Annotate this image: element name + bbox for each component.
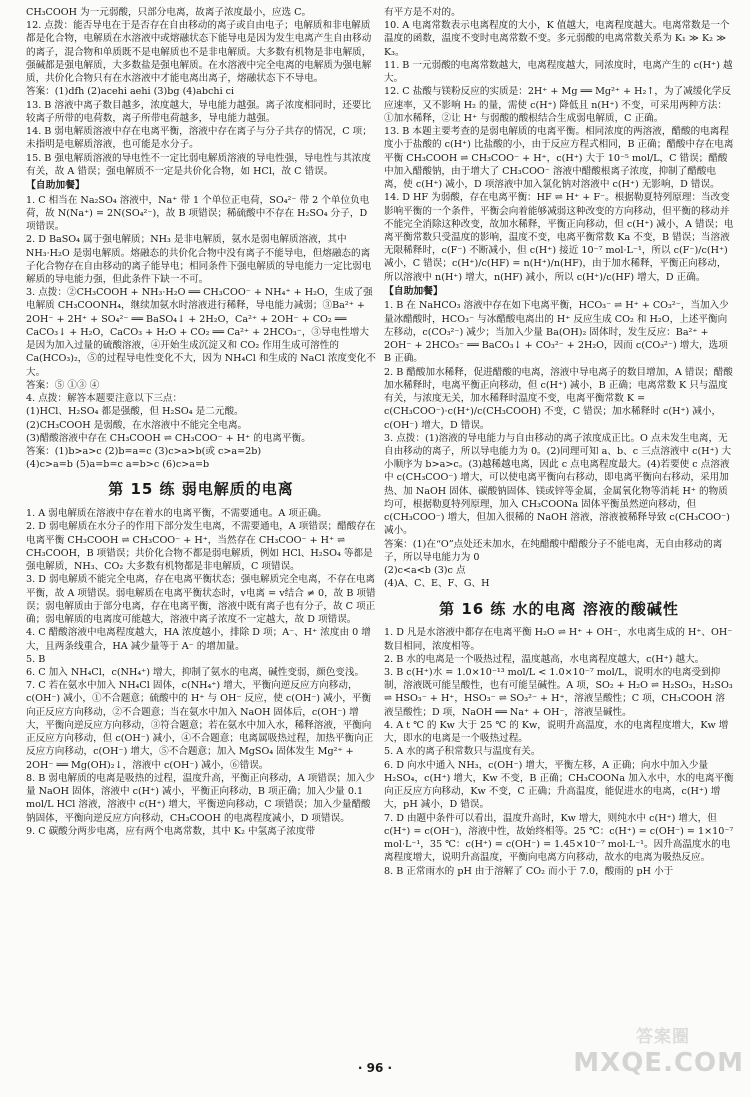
answer-paragraph: 1. C 相当在 Na₂SO₄ 溶液中，Na⁺ 带 1 个单位正电荷，SO₄²⁻ 带 2 个单位负电荷，故 N(Na⁺) = 2N(SO₄²⁻)，故 B 项错误；稀硫酸中不存在 H₂SO₄ 分子，D 项错误。 [26, 194, 370, 233]
answer-paragraph: 4. A t ℃ 的 Kw 大于 25 ℃ 的 Kw，说明升高温度，水的电离程度增大，Kw 增大，即水的电离是一个吸热过程。 [384, 719, 729, 745]
section-heading: 第 16 练 水的电离 溶液的酸碱性 [439, 599, 679, 618]
answer-paragraph: 13. B 本题主要考查的是弱电解质的电离平衡。相同浓度的两溶液，醋酸的电离程度小于盐酸的 c(H⁺) 比盐酸的小，由于反应方程式相同，B 正确；醋酸中存在电离平衡 CH₃COOH ⇌ CH₃COO⁻ + H⁺，c(H⁺) 大于 10⁻⁵ mol/L，C 错误；醋酸中加入醋酸钠，由于增大了 CH₃COO⁻ 溶液中醋酸根离子浓度，抑制了醋酸电离，使 c(H⁺) 减小，D 项溶液中加入氯化钠对溶液中 c(H⁺) 无影响，D 错误。 [384, 126, 734, 191]
watermark-bottom-text: MXQE.COM [573, 1048, 744, 1078]
answer-paragraph: 15. B 强电解质溶液的导电性不一定比弱电解质溶液的导电性强，导电性与其浓度有关，故 A 错误；强电解质不一定是共价化合物，如 HCl，故 C 错误。 [26, 152, 371, 177]
watermark-top-text: 答案圈 [636, 1027, 690, 1047]
answer-paragraph: 6. D 向水中通入 NH₃，c(OH⁻) 增大，平衡左移，A 正确；向水中加入少量 H₂SO₄，c(H⁺) 增大，Kw 不变，B 正确；CH₃COONa 加入水中，水的电离平衡向正反应方向移动，Kw 不变，C 正确；升高温度，能促进水的电离，c(H⁺) 增大，pH 减小，D 错误。 [384, 759, 734, 811]
left-column [26, 6, 376, 1046]
answer-paragraph: 10. A 电离常数表示电离程度的大小，K 值越大，电离程度越大。电离常数是一个温度的函数，温度不变时电离常数不变。多元弱酸的电离常数关系为 K₁ ≫ K₂ ≫ K₃。 [384, 20, 730, 58]
page-number: · 96 · [357, 1061, 393, 1075]
answer-paragraph: 2. D 弱电解质在水分子的作用下部分发生电离，不需要通电，A 项错误；醋酸存在电离平衡 CH₃COOH ⇌ CH₃COO⁻ + H⁺，当然存在 CH₃COO⁻ + H⁺ ⇌ CH₃COOH，B 项错误；共价化合物不都是弱电解质，例如 HCl、H₂SO₄ 等都是强电解质，NH₃、CO₂ 大多数有机物都是非电解质，C 项错误。 [26, 521, 376, 573]
answer-paragraph: 有平方是不对的。 [384, 7, 461, 18]
answer-paragraph: (1)HCl、H₂SO₄ 都是强酸，但 H₂SO₄ 是二元酸。 [26, 406, 244, 418]
answer-paragraph: (2)c<a<b (3)c 点 [384, 565, 466, 577]
answer-paragraph: CH₃COOH 为一元弱酸，只部分电离，故离子浓度最小，应选 C。 [26, 7, 312, 18]
answer-paragraph: 8. B 弱电解质的电离是吸热的过程，温度升高，平衡正向移动，A 项错误；加入少量 NaOH 固体，溶液中 c(H⁺) 减小，平衡正向移动，B 项正确；加入少量 0.1 mol/L HCl 溶液，溶液中 c(H⁺) 增大，平衡逆向移动，C 项错误；加入少量醋酸钠固体，平衡向逆反应方向移动，CH₃COOH 的电离程度减小，D 项错误。 [26, 772, 375, 824]
answer-paragraph: (4)c>a=b (5)a=b=c a=b>c (6)c>a=b [26, 459, 210, 471]
answer-paragraph: 答案：(1)在“O”点处还未加水，在纯醋酸中醋酸分子不能电离，无自由移动的离子，所以导电能力为 0 [384, 538, 723, 563]
answer-paragraph: 14. B 弱电解质溶液中存在电离平衡，溶液中存在离子与分子共存的情况，C 项；未指明是电解质溶液，也可能是水分子。 [26, 126, 372, 151]
answer-paragraph: 12. 点拨：能否导电在于是否存在自由移动的离子或自由电子；电解质和非电解质都是化合物，电解质在水溶液中或熔融状态下能导电是因为发生电离产生自由移动的离子，混合物和单质既不是电解质也不是非电解质。大多数有机物是非电解质，强碱都是强电解质，大多数盐是强电解质。在水溶液中完全电离的电解质为强电解质，共价化合物只有在水溶液中才能电离出离子，熔融状态下不导电。 [26, 20, 372, 85]
answer-paragraph: 2. B 水的电离是一个吸热过程，温度越高，水电离程度越大，c(H⁺) 越大。 [384, 653, 705, 665]
answer-paragraph: 2. B 醋酸加水稀释，促进醋酸的电离，溶液中导电离子的数目增加，A 错误；醋酸加水稀释时，电离平衡正向移动，但 c(H⁺) 减小，B 正确；电离常数 K 只与温度有关，与浓度无关，加水稀释时温度不变，电离平衡常数 K = c(CH₃COO⁻)·c(H⁺)/c(CH₃COOH) 不变，C 错误；加水稀释时 c(H⁺) 减小，c(OH⁻) 增大，D 错误。 [384, 366, 733, 431]
section-heading: 第 15 练 弱电解质的电离 [108, 480, 294, 499]
answer-paragraph: 3. B c(H⁺)水 = 1.0×10⁻¹³ mol/L < 1.0×10⁻⁷ mol/L，说明水的电离受到抑制，溶液既可能呈酸性，也有可能呈碱性。A 项，SO₂ + H₂O ⇌ H₂SO₃，H₂SO₃ ⇌ HSO₃⁻ + H⁺，HSO₃⁻ ⇌ SO₃²⁻ + H⁺，溶液呈酸性；C 项，CH₃COOH 溶液呈酸性；D 项，NaOH ══ Na⁺ + OH⁻，溶液呈碱性。 [384, 666, 733, 718]
answer-paragraph: 5. A 水的离子积常数只与温度有关。 [384, 746, 541, 758]
answer-paragraph: 3. 点拨：(1)溶液的导电能力与自由移动的离子浓度成正比。O 点未发生电离，无自由移动的离子，所以导电能力为 0。(2)同理可知 a、b、c 三点溶液中 c(H⁺) 大小顺序为 b>a>c。(3)越稀越电离，因此 c 点电离程度最大。(4)若要使 c 点溶液中 c(CH₃COO⁻) 增大，可以使电离平衡向右移动，即电离平衡向右移动，采用加热、加 NaOH 固体、碳酸钠固体、镁或锌等金属，金属氧化物等消耗 H⁺ 的物质均可，根据勒夏特列原理，加入 CH₃COONa 固体平衡虽然逆向移动，但 c(CH₃COO⁻) 增大，但加入很稀的 NaOH 溶液，溶液被稀释导致 c(CH₃COO⁻) 减小。 [384, 432, 732, 537]
answer-paragraph: 4. C 醋酸溶液中电离程度越大，HA 浓度越小，排除 D 项；A⁻、H⁺ 浓度由 0 增大，且两条线重合，HA 减少量等于 A⁻ 的增加量。 [26, 627, 371, 652]
answer-paragraph: 7. C 若在氨水中加入 NH₄Cl 固体，c(NH₄⁺) 增大，平衡向逆反应方向移动，c(OH⁻) 减小，①不合题意；硫酸中的 H⁺ 与 OH⁻ 反应，使 c(OH⁻) 减小，平衡向正反应方向移动，②不合题意；当在氨水中加入 NaOH 固体后，c(OH⁻) 增大，平衡向逆反应方向移动，③符合题意；若在氨水中加入水，稀释溶液，平衡向正反应方向移动，但 c(OH⁻) 减小，④不合题意；电离属吸热过程，加热平衡向正反应方向移动，c(OH⁻) 增大，⑤不合题意；加入 MgSO₄ 固体发生 Mg²⁺ + 2OH⁻ ══ Mg(OH)₂↓，溶液中 c(OH⁻) 减小，⑥错误。 [26, 680, 374, 771]
answer-paragraph: 8. B 正常雨水的 pH 由于溶解了 CO₂ 而小于 7.0，酸雨的 pH 小于 [384, 865, 674, 877]
subsection-label: 【自助加餐】 [26, 180, 85, 192]
answer-paragraph: 9. C 碳酸分两步电离，应有两个电离常数，其中 K₂ 中氢离子浓度带 [26, 825, 316, 837]
answer-paragraph: 7. D 由题中条件可以看出，温度升高时，Kw 增大，则纯水中 c(H⁺) 增大，但 c(H⁺) = c(OH⁻)，溶液中性，故始终相等。25 ℃：c(H⁺) = c(OH⁻) = 1×10⁻⁷ mol·L⁻¹，35 ℃：c(H⁺) = c(OH⁻) = 1.45×10⁻⁷ mol·L⁻¹。因升高温度水的电离程度增大，说明升高温度，平衡向电离方向移动，故水的电离为吸热反应。 [384, 812, 734, 864]
answer-paragraph: 12. C 盐酸与镁粉反应的实质是：2H⁺ + Mg ══ Mg²⁺ + H₂↑，为了减缓化学反应速率，又不影响 H₂ 的量，需使 c(H⁺) 降低且 n(H⁺) 不变，可采用两种方法：①加水稀释，②让 H⁺ 与弱酸的酸根结合生成弱电解质，C 正确。 [384, 86, 732, 124]
answer-paragraph: 3. D 弱电解质不能完全电离，存在电离平衡状态；强电解质完全电离，不存在电离平衡，故 A 项错误。弱电解质在电离平衡状态时，v电离 = v结合 ≠ 0，故 B 项错误；弱电解质由于部分电离，存在电离平衡，溶液中既有离子也有分子，故 C 项正确；弱电解质的电离度可能越大，溶液中离子浓度不一定越大，故 D 项错误。 [26, 574, 376, 626]
answer-paragraph: (2)CH₃COOH 是弱酸，在水溶液中不能完全电离。 [26, 419, 248, 431]
answer-paragraph: (4)A、C、E、F、G、H [384, 578, 490, 590]
answer-paragraph: 14. D HF 为弱酸，存在电离平衡：HF ⇌ H⁺ + F⁻。根据勒夏特列原理：当改变影响平衡的一个条件，平衡会向着能够减弱这种改变的方向移动，但平衡的移动并不能完全消除这种改变，故加水稀释，平衡正向移动，但 c(H⁺) 减小，A 错误；电离平衡常数只受温度的影响，温度不变，电离平衡常数 Ka 不变，B 错误；当溶液无限稀释时，c(F⁻) 不断减小，但 c(H⁺) 接近 10⁻⁷ mol·L⁻¹，所以 c(F⁻)/c(H⁺) 减小，C 错误；c(H⁺)/c(HF) = n(H⁺)/n(HF)，由于加水稀释，平衡正向移动，所以溶液中 n(H⁺) 增大，n(HF) 减小，所以 c(H⁺)/c(HF) 增大，D 正确。 [384, 192, 734, 283]
subsection-label: 【自助加餐】 [384, 285, 443, 297]
answer-paragraph: 1. B 在 NaHCO₃ 溶液中存在如下电离平衡，HCO₃⁻ ⇌ H⁺ + CO₃²⁻，当加入少量冰醋酸时，HCO₃⁻ 与冰醋酸电离出的 H⁺ 反应生成 CO₂ 和 H₂O，上述平衡向左移动，c(CO₃²⁻) 减少；当加入少量 Ba(OH)₂ 固体时，发生反应：Ba²⁺ + 2OH⁻ + 2HCO₃⁻ ══ BaCO₃↓ + CO₃²⁻ + 2H₂O，因而 c(CO₃²⁻) 增大，选项 B 正确。 [384, 300, 729, 365]
right-column [384, 6, 734, 1046]
watermark-logo [573, 1027, 744, 1082]
answer-paragraph: 3. 点拨：②CH₃COOH + NH₃·H₂O ══ CH₃COO⁻ + NH₄⁺ + H₂O，生成了强电解质 CH₃COONH₄，继续加氨水时溶液进行稀释，导电能力减弱；③Ba²⁺ + 2OH⁻ + 2H⁺ + SO₄²⁻ ══ BaSO₄↓ + 2H₂O，Ca²⁺ + 2OH⁻ + CO₂ ══ CaCO₃↓ + H₂O，CaCO₃ + H₂O + CO₂ ══ Ca²⁺ + 2HCO₃⁻，③导电性增大是因为加入过量的硫酸溶液，④开始生成沉淀又和 CO₂ 作用生成可溶性的 Ca(HCO₃)₂，⑤的过程导电性变化不大，因为 NH₄Cl 和生成的 NaCl 浓度变化不大。 [26, 287, 376, 378]
answer-paragraph: 6. C 加入 NH₄Cl，c(NH₄⁺) 增大，抑制了氨水的电离，碱性变弱，颜色变浅。 [26, 666, 365, 678]
answer-paragraph: 答案：(1)dfh (2)acehi aehi (3)bg (4)abchi ci [26, 86, 235, 98]
answer-paragraph: 5. B [26, 653, 46, 665]
answer-paragraph: 答案：(1)b>a>c (2)b=a=c (3)c>a>b(或 c>a=2b) [26, 446, 262, 458]
answer-paragraph: 11. B 一元弱酸的电离常数越大，电离程度越大，同浓度时，电离产生的 c(H⁺) 越大。 [384, 59, 733, 85]
answer-paragraph: 答案：⑤ ①③ ④ [26, 379, 100, 391]
answer-paragraph: 2. D BaSO₄ 属于强电解质；NH₃ 是非电解质，氨水是弱电解质溶液，其中 NH₃·H₂O 是弱电解质。熔融态的共价化合物中没有离子不能导电，但熔融态的离子化合物存在自由移动的离子能导电；相同条件下强电解质的导电能力一定比弱电解质的导电能力强，但此条件下缺一不可。 [26, 234, 372, 285]
answer-paragraph: 1. D 凡是水溶液中都存在电离平衡 H₂O ⇌ H⁺ + OH⁻，水电离生成的 H⁺、OH⁻ 数目相同，浓度相等。 [384, 627, 733, 652]
answer-paragraph: 4. 点拨：解答本题要注意以下三点： [26, 393, 183, 405]
answer-paragraph: (3)醋酸溶液中存在 CH₃COOH ⇌ CH₃COO⁻ + H⁺ 的电离平衡。 [26, 432, 311, 444]
answer-paragraph: 1. A 弱电解质在溶液中存在着水的电离平衡，不需要通电。A 项正确。 [26, 508, 327, 520]
answer-paragraph: 13. B 溶液中离子数目越多，浓度越大，导电能力越强。离子浓度相同时，还要比较离子所带的电荷数，离子所带电荷越多，导电能力越强。 [26, 99, 371, 124]
